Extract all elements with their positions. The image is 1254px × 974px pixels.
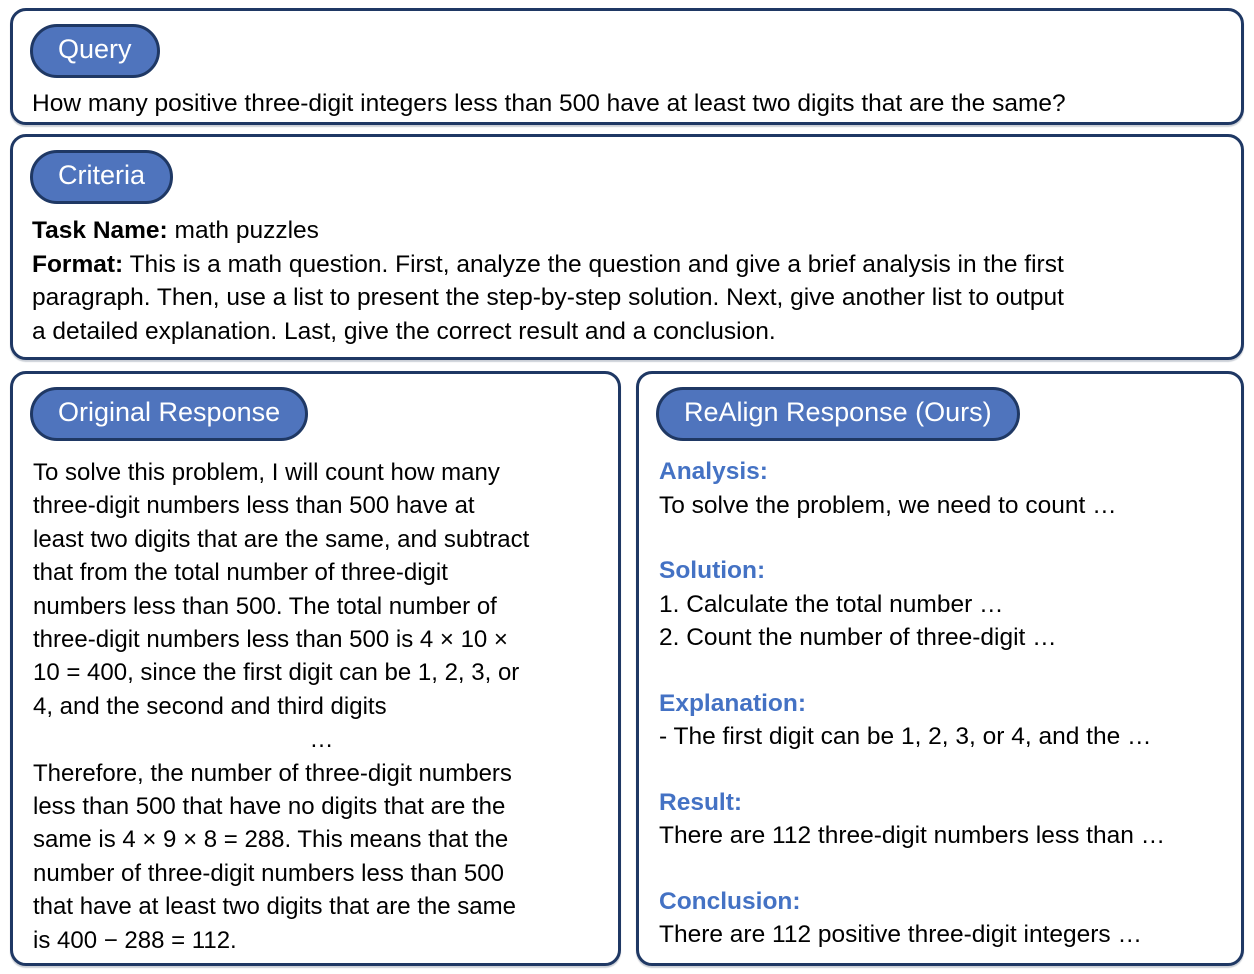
original-line: 4, and the second and third digits	[33, 692, 387, 720]
task-name-label: Task Name:	[32, 217, 168, 244]
section-line: - The first digit can be 1, 2, 3, or 4, and the …	[659, 723, 1152, 750]
truncation-ellipsis: …	[309, 726, 334, 754]
task-name-value: math puzzles	[167, 217, 319, 244]
original-line: is 400 − 288 = 112.	[33, 926, 237, 954]
section-conclusion	[659, 885, 1233, 952]
original-line: that have at least two digits that are the same	[33, 893, 516, 921]
query-text: How many positive three-digit integers less than 500 have at least two digits that are the same?	[32, 90, 1066, 117]
section-line: There are 112 positive three-digit integers …	[659, 921, 1142, 948]
original-line: three-digit numbers less than 500 have at	[33, 492, 475, 520]
original-line: numbers less than 500. The total number of	[33, 592, 497, 620]
criteria-label-pill: Criteria	[30, 150, 173, 204]
original-response-text	[13, 456, 618, 957]
criteria-box	[10, 134, 1244, 360]
criteria-line-task-name	[32, 214, 1225, 248]
criteria-line-format-2: paragraph. Then, use a list to present the step-by-step solution. Next, give another list to output	[32, 284, 1064, 311]
section-heading-solution: Solution:	[659, 557, 766, 584]
section-heading-result: Result:	[659, 788, 743, 816]
section-heading-explanation: Explanation:	[659, 689, 807, 717]
original-line: three-digit numbers less than 500 is 4 × 10 ×	[33, 626, 508, 654]
original-line: 10 = 400, since the first digit can be 1, 2, 3, or	[33, 659, 520, 687]
section-line: To solve the problem, we need to count …	[659, 491, 1117, 519]
original-line: least two digits that are the same, and subtract	[33, 525, 530, 553]
section-explanation	[659, 687, 1233, 754]
original-line: that from the total number of three-digit	[33, 559, 448, 587]
section-solution	[659, 554, 1233, 655]
criteria-line-format-1	[32, 248, 1225, 282]
query-box	[10, 8, 1244, 125]
original-line: less than 500 that have no digits that are the	[33, 793, 506, 821]
realign-response-box	[636, 371, 1244, 966]
original-response-label-pill: Original Response	[30, 387, 308, 441]
realign-response-label-pill: ReAlign Response (Ours)	[656, 387, 1020, 441]
format-label: Format:	[32, 250, 124, 278]
section-analysis	[659, 455, 1233, 522]
section-line: 2. Count the number of three-digit …	[659, 624, 1057, 651]
format-value-1: This is a math question. First, analyze the question and give a brief analysis in the first	[123, 250, 1064, 278]
realign-response-text	[639, 455, 1241, 952]
query-label-pill: Query	[30, 24, 160, 78]
original-line: Therefore, the number of three-digit numbers	[33, 759, 512, 787]
criteria-text	[13, 214, 1241, 348]
original-line: To solve this problem, I will count how many	[33, 459, 500, 486]
criteria-line-format-3: a detailed explanation. Last, give the correct result and a conclusion.	[32, 317, 776, 345]
section-line: 1. Calculate the total number …	[659, 590, 1004, 618]
original-line: number of three-digit numbers less than 500	[33, 859, 504, 887]
section-result	[659, 786, 1233, 853]
section-heading-conclusion: Conclusion:	[659, 887, 801, 915]
original-line: same is 4 × 9 × 8 = 288. This means that the	[33, 826, 509, 854]
section-heading-analysis: Analysis:	[659, 458, 768, 485]
original-response-box	[10, 371, 621, 966]
section-line: There are 112 three-digit numbers less than …	[659, 822, 1166, 849]
